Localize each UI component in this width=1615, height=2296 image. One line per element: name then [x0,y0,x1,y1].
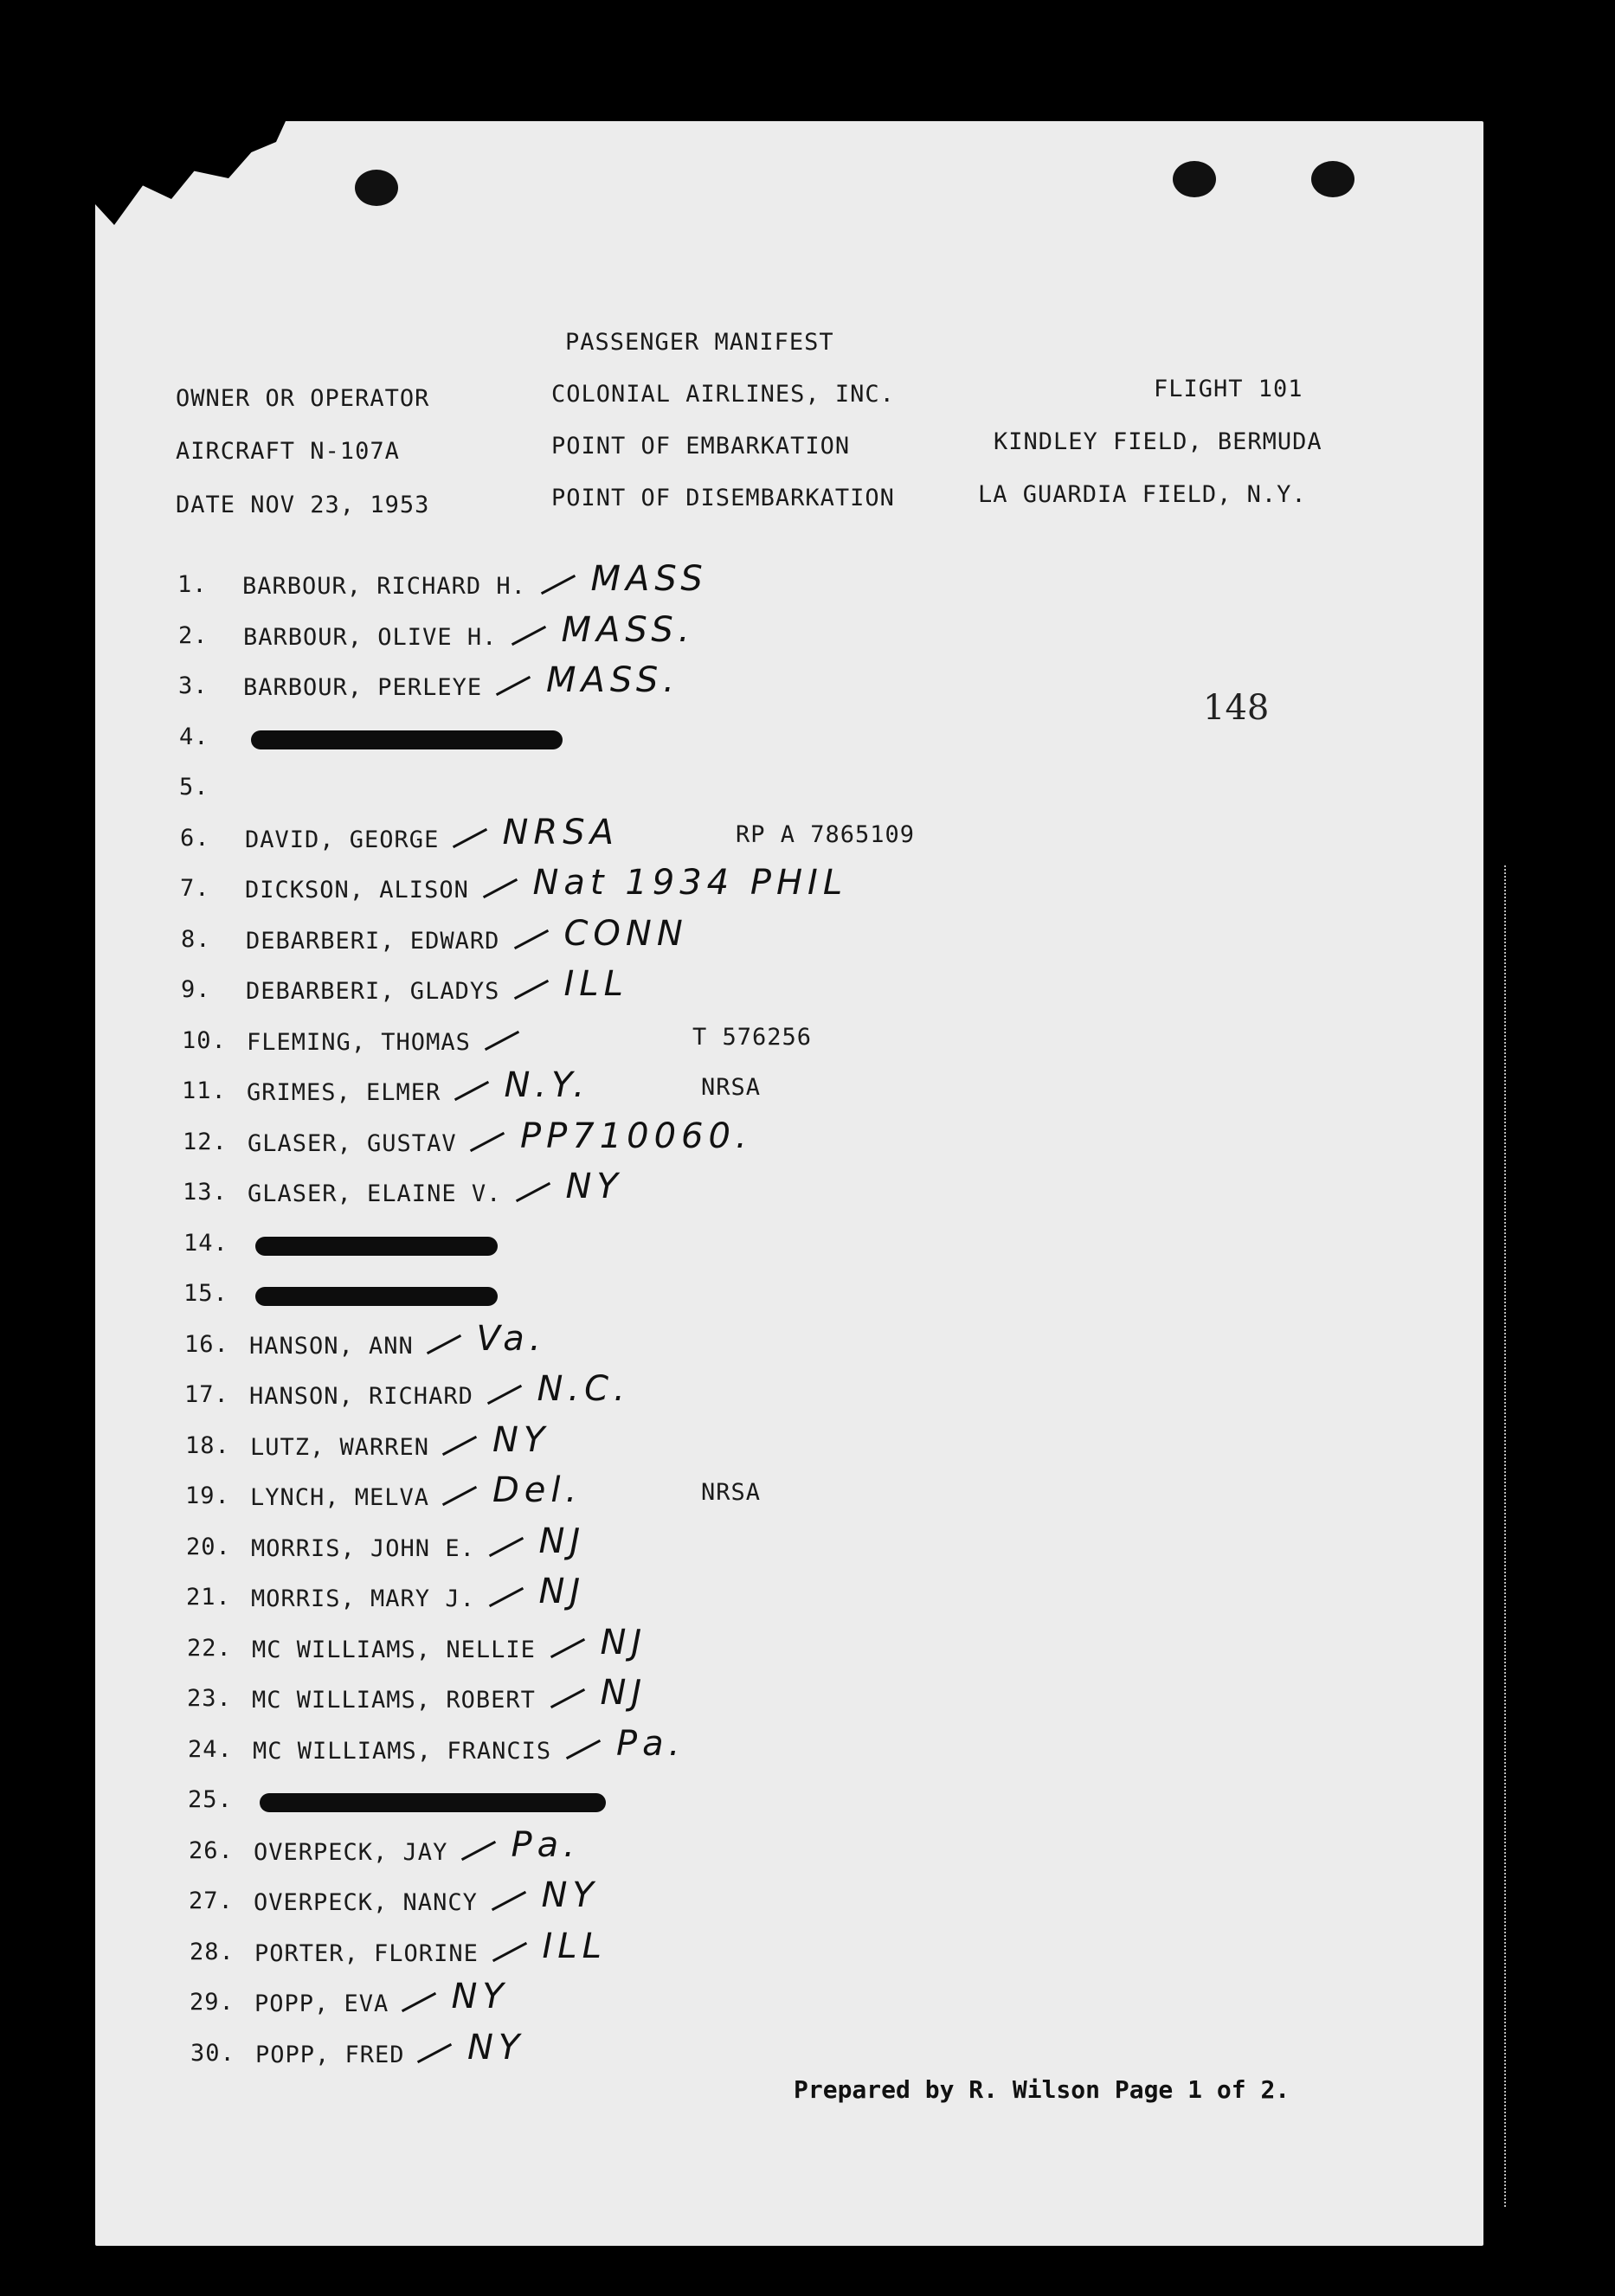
manifest-page [95,121,1483,2246]
handwritten-note: NY [467,2028,525,2068]
passenger-number: 26. [189,1837,234,1864]
handwritten-note: ILL [542,1926,607,1966]
torn-corner [95,121,286,225]
owner-value: COLONIAL AIRLINES, INC. [551,381,895,408]
date: DATE NOV 23, 1953 [176,492,430,518]
handwritten-note: NY [451,1977,509,2016]
passenger-name: HANSON, RICHARD [249,1383,473,1410]
handwritten-note: Pa. [616,1724,685,1764]
passenger-number: 6. [180,825,210,852]
handwritten-note: N.C. [537,1369,630,1409]
handwritten-note: ILL [563,964,628,1004]
check-mark [484,1031,518,1051]
handwritten-note: Nat 1934 PHIL [532,863,848,903]
handwritten-note: MASS. [546,660,679,700]
check-mark [491,1891,525,1911]
aircraft: AIRCRAFT N-107A [176,438,400,465]
passenger-number: 7. [180,875,210,902]
passenger-number: 17. [184,1381,229,1408]
check-mark [470,1132,505,1152]
check-mark [488,1587,523,1607]
handwritten-note: NJ [600,1673,647,1713]
handwritten-note: NRSA [502,813,619,852]
passenger-number: 29. [190,1989,235,2016]
check-mark [550,1688,584,1708]
passenger-name: MC WILLIAMS, FRANCIS [253,1738,552,1765]
passenger-number: 15. [183,1280,228,1307]
handwritten-note: Del. [492,1470,582,1510]
handwritten-note: MASS. [561,610,695,650]
check-mark [513,980,548,1000]
margin-line [1504,865,1508,2207]
owner-label: OWNER OR OPERATOR [176,385,430,412]
handwritten-note: N.Y. [504,1065,590,1105]
passenger-name: BARBOUR, PERLEYE [243,674,483,701]
redaction-bar [251,730,563,749]
annotation: T 576256 [692,1024,813,1051]
annotation: NRSA [701,1074,762,1101]
passenger-name: GLASER, GUSTAV [248,1130,457,1157]
passenger-name: POPP, EVA [254,1991,389,2017]
flight-number: FLIGHT 101 [1154,376,1303,402]
passenger-name: GLASER, ELAINE V. [248,1180,502,1207]
manifest-title: PASSENGER MANIFEST [565,329,834,356]
check-mark [482,878,517,898]
passenger-number: 3. [178,672,209,699]
passenger-number: 4. [179,724,209,750]
passenger-name: HANSON, ANN [249,1333,414,1360]
handwritten-note: PP710060. [520,1116,752,1156]
passenger-number: 14. [183,1230,228,1257]
passenger-name: OVERPECK, NANCY [254,1889,478,1916]
handwritten-note: Pa. [511,1825,580,1865]
disembarkation-label: POINT OF DISEMBARKATION [551,485,895,511]
passenger-number: 8. [181,926,211,953]
handwritten-note: NY [541,1875,599,1915]
passenger-number: 23. [187,1685,232,1712]
passenger-number: 28. [190,1939,235,1965]
passenger-name: PORTER, FLORINE [254,1940,479,1967]
passenger-name: OVERPECK, JAY [254,1839,448,1866]
check-mark [460,1841,495,1861]
passenger-number: 1. [177,571,208,598]
punch-hole-far-right [1311,161,1354,197]
check-mark [511,626,545,646]
passenger-name: LUTZ, WARREN [250,1434,430,1461]
check-mark [442,1436,477,1456]
passenger-number: 18. [185,1432,230,1459]
check-mark [566,1740,601,1759]
passenger-name: DEBARBERI, GLADYS [246,978,500,1005]
check-mark [513,929,548,949]
handwritten-note: NY [492,1420,550,1460]
passenger-number: 16. [184,1331,229,1358]
passenger-number: 20. [186,1534,231,1560]
passenger-name: BARBOUR, RICHARD H. [242,573,526,600]
passenger-name: POPP, FRED [255,2042,405,2068]
handwritten-note: NJ [600,1623,647,1663]
handwritten-note: Va. [476,1319,546,1359]
passenger-name: MORRIS, JOHN E. [251,1535,475,1562]
check-mark [492,1942,526,1962]
handwritten-note: CONN [563,914,688,954]
passenger-number: 5. [179,774,209,801]
redaction-bar [260,1793,606,1812]
passenger-number: 2. [178,622,209,649]
passenger-name: MORRIS, MARY J. [251,1585,475,1612]
passenger-number: 25. [188,1786,233,1813]
stamp-number: 148 [1203,688,1270,728]
passenger-number: 12. [183,1129,228,1155]
check-mark [486,1385,521,1405]
passenger-number: 30. [190,2040,235,2067]
passenger-number: 13. [183,1179,228,1206]
passenger-number: 24. [188,1736,233,1763]
passenger-name: LYNCH, MELVA [250,1484,430,1511]
embarkation-value: KINDLEY FIELD, BERMUDA [994,428,1322,455]
handwritten-note: NY [565,1167,623,1206]
handwritten-note: NJ [538,1521,586,1561]
disembarkation-value: LA GUARDIA FIELD, N.Y. [978,481,1307,508]
passenger-name: MC WILLIAMS, ROBERT [252,1687,536,1714]
check-mark [417,2043,452,2063]
handwritten-note: MASS [590,559,708,599]
prepared-by-footer: Prepared by R. Wilson Page 1 of 2. [794,2075,1290,2104]
redaction-bar [255,1237,498,1256]
check-mark [452,828,486,848]
passenger-name: DICKSON, ALISON [245,877,469,904]
check-mark [515,1182,550,1202]
check-mark [496,676,531,696]
check-mark [401,1992,435,2012]
passenger-number: 9. [181,976,211,1003]
passenger-name: FLEMING, THOMAS [247,1029,471,1056]
annotation: RP A 7865109 [736,821,916,848]
check-mark [540,575,575,595]
redaction-bar [255,1287,498,1306]
passenger-number: 19. [185,1482,230,1509]
check-mark [442,1486,477,1506]
passenger-number: 21. [186,1584,231,1611]
check-mark [426,1335,460,1354]
passenger-number: 22. [187,1635,232,1662]
check-mark [488,1537,523,1557]
passenger-name: GRIMES, ELMER [247,1079,441,1106]
passenger-number: 11. [182,1077,227,1104]
passenger-name: DAVID, GEORGE [245,826,440,853]
punch-hole-left [355,170,398,206]
punch-hole-right [1173,161,1216,197]
passenger-name: BARBOUR, OLIVE H. [243,624,498,651]
check-mark [454,1081,488,1101]
handwritten-note: NJ [538,1572,586,1611]
embarkation-label: POINT OF EMBARKATION [551,433,851,460]
passenger-name: DEBARBERI, EDWARD [246,928,500,955]
annotation: NRSA [701,1479,762,1506]
passenger-name: MC WILLIAMS, NELLIE [252,1637,536,1663]
passenger-number: 27. [189,1888,234,1914]
passenger-number: 10. [182,1027,227,1054]
check-mark [550,1638,584,1658]
